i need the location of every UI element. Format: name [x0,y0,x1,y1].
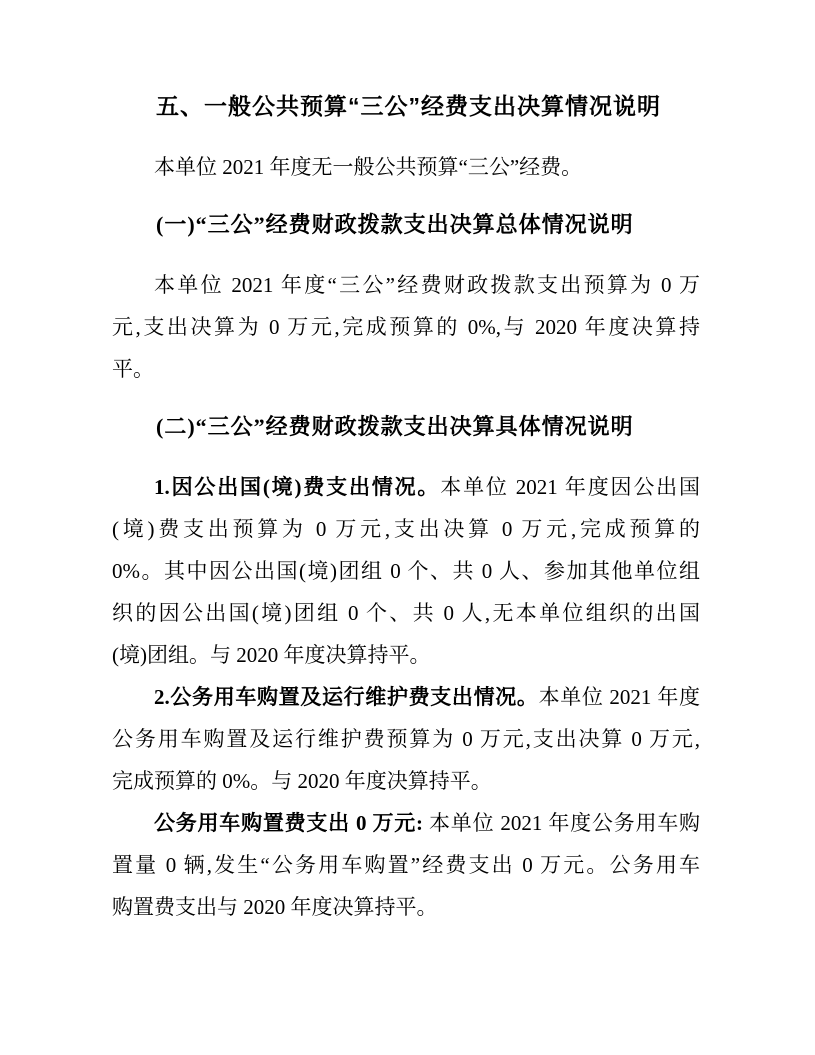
paragraph-line [112,676,700,718]
subsection-heading: (二)“三公”经费财政拨款支出决算具体情况说明 [156,414,634,439]
text-run: 本单位 2021 年度因公出国 [440,475,700,499]
text-run: 购置费支出与 2020 年度决算持平。 [112,895,438,919]
text-run: (境)费支出预算为 0 万元,支出决算 0 万元,完成预算的 [112,517,700,541]
paragraph [112,264,700,390]
document-content [112,85,700,928]
paragraph [112,676,700,802]
paragraph-line [112,306,700,348]
text-run: 置量 0 辆,发生“公务用车购置”经费支出 0 万元。公务用车 [112,853,700,877]
paragraph-line [112,146,700,188]
text-run: 完成预算的 0%。与 2020 年度决算持平。 [112,769,492,793]
text-run: 0%。其中因公出国(境)团组 0 个、共 0 人、参加其他单位组 [112,559,700,583]
paragraph-line [112,466,700,508]
paragraph-line [112,760,700,802]
text-run: 本单位 2021 年度 [538,685,700,709]
text-run: 本单位 2021 年度无一般公共预算“三公”经费。 [154,155,583,179]
paragraph [112,146,700,188]
bold-run: 1.因公出国(境)费支出情况。 [154,475,441,499]
paragraph-line [112,634,700,676]
paragraph [112,466,700,676]
text-run: 本单位 2021 年度公务用车购 [423,811,701,835]
text-run: 元,支出决算为 0 万元,完成预算的 0%,与 2020 年度决算持 [112,315,700,339]
paragraph-line [112,718,700,760]
text-run: (境)团组。与 2020 年度决算持平。 [112,643,431,667]
paragraph-line [112,264,700,306]
text-run: 平。 [112,357,154,381]
bold-run: 2.公务用车购置及运行维护费支出情况。 [154,685,539,709]
paragraph-line [112,348,700,390]
text-run: 公务用车购置及运行维护费预算为 0 万元,支出决算 0 万元, [112,727,700,751]
paragraph [112,802,700,928]
paragraph-line [112,802,700,844]
paragraph-line [112,844,700,886]
bold-run: 公务用车购置费支出 0 万元: [154,811,424,835]
paragraph-line [112,550,700,592]
paragraph-line [112,886,700,928]
section-title: 五、一般公共预算“三公”经费支出决算情况说明 [156,93,661,119]
text-run: 织的因公出国(境)团组 0 个、共 0 人,无本单位组织的出国 [112,601,700,625]
paragraph-line [112,508,700,550]
paragraph-line [112,592,700,634]
text-run: 本单位 2021 年度“三公”经费财政拨款支出预算为 0 万 [154,273,700,297]
subsection-heading: (一)“三公”经费财政拨款支出决算总体情况说明 [156,212,634,237]
